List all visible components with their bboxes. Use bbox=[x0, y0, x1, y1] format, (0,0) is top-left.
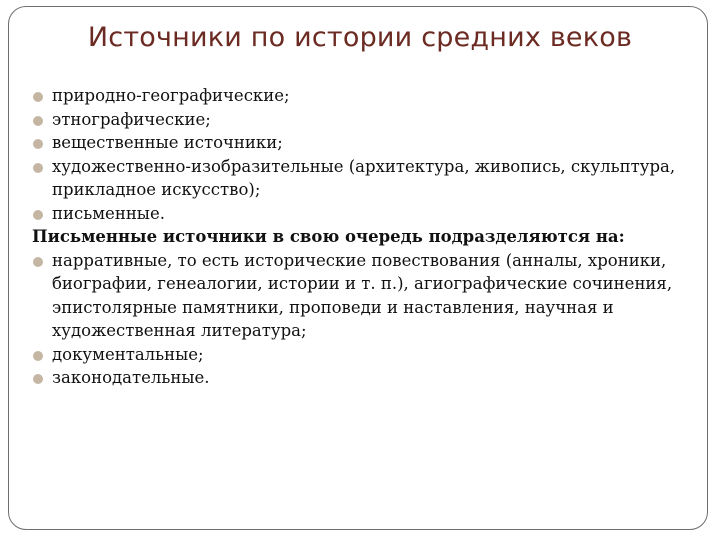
list-item bbox=[32, 366, 692, 390]
bullet-icon bbox=[33, 351, 43, 361]
list-item-text: законодательные. bbox=[52, 368, 210, 387]
list-item-text: художественно-изобразительные (архитектура, живопись, скульптура, прикладное искусство); bbox=[52, 156, 676, 199]
source-types-list bbox=[32, 84, 692, 225]
list-item bbox=[32, 131, 692, 155]
list-item bbox=[32, 84, 692, 108]
bullet-icon bbox=[33, 374, 43, 384]
bullet-icon bbox=[33, 139, 43, 149]
list-item bbox=[32, 343, 692, 367]
list-item-text: документальные; bbox=[52, 344, 204, 364]
bullet-icon bbox=[33, 92, 43, 102]
bullet-icon bbox=[33, 116, 43, 126]
slide-title: Источники по истории средних веков bbox=[87, 22, 633, 53]
slide-body bbox=[32, 84, 692, 390]
written-sources-list bbox=[32, 249, 692, 390]
list-item bbox=[32, 108, 692, 132]
list-item bbox=[32, 202, 692, 226]
bullet-icon bbox=[33, 257, 43, 267]
list-item bbox=[32, 249, 692, 343]
list-item-text: письменные. bbox=[52, 203, 165, 223]
list-item-text: природно-географические; bbox=[52, 86, 290, 105]
list-item-text: этнографические; bbox=[52, 109, 211, 129]
list-item-text: вещественные источники; bbox=[52, 133, 283, 152]
list-item-text: нарративные, то есть исторические повествования (анналы, хроники, биографии, генеалогии, истории и т. п.), агиографические сочинения, эпистолярные памятники, проповеди и наставления, научная и художественная литература; bbox=[52, 250, 673, 340]
bullet-icon bbox=[33, 163, 43, 173]
subheading: Письменные источники в свою очередь подразделяются на: bbox=[32, 227, 625, 246]
bullet-icon bbox=[33, 210, 43, 220]
list-item bbox=[32, 155, 692, 202]
